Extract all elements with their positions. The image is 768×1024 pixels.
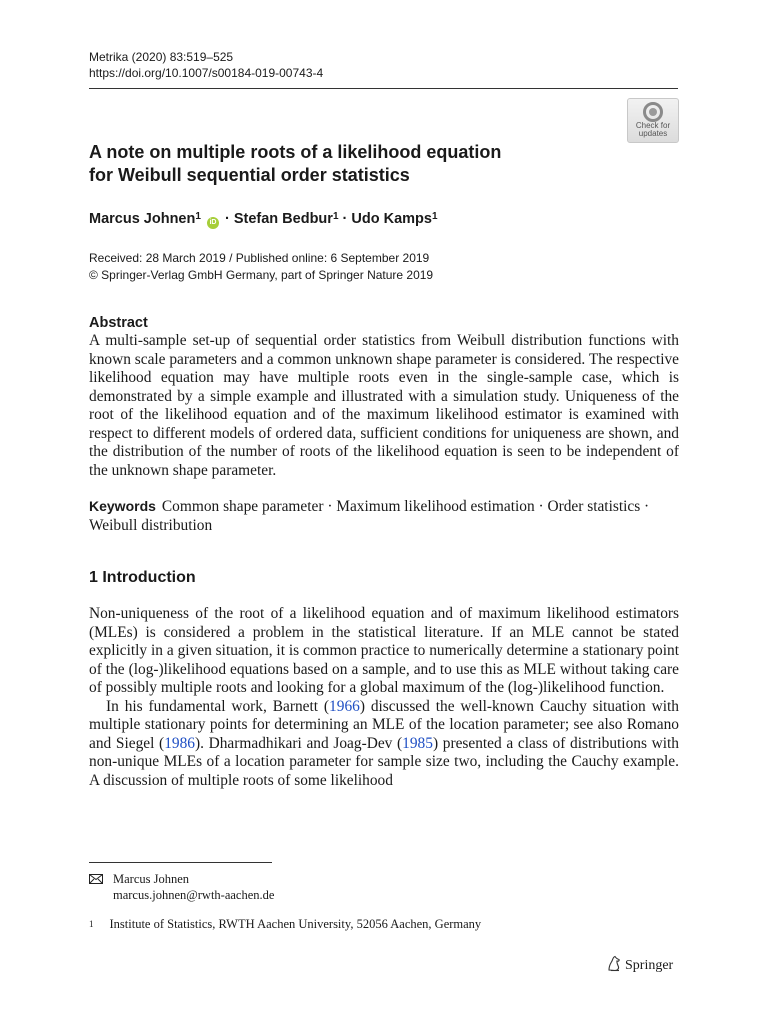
footnote-divider — [89, 862, 272, 863]
title-line-2: for Weibull sequential order statistics — [89, 165, 410, 185]
orcid-icon[interactable]: iD — [207, 217, 219, 229]
check-updates-line2: updates — [638, 129, 668, 138]
copyright-notice: © Springer-Verlag GmbH Germany, part of Springer Nature 2019 — [89, 268, 434, 282]
abstract-heading: Abstract — [89, 315, 148, 331]
author-separator: · — [220, 211, 234, 227]
section-heading-introduction: 1 Introduction — [89, 569, 196, 586]
publisher-name: Springer — [625, 958, 674, 973]
citation-link[interactable]: 1986 — [164, 734, 195, 752]
author-name: Udo Kamps — [351, 211, 432, 227]
intro-paragraph-1: Non-uniqueness of the root of a likelihood equation and of maximum likelihood estimators (MLEs) is considered a problem in the statistical literature. If an MLE cannot be stated explicitly in a given situation, it is common practice to numerically determine a stationary point of the (log-)likelihood equations based on a sample, and to use this as MLE without taking care of possibly multiple roots and looking for a global maximum of the (log-)likelihood function. — [89, 605, 679, 696]
affiliation-text: Institute of Statistics, RWTH Aachen University, 52056 Aachen, Germany — [109, 917, 482, 931]
publication-dates — [89, 250, 433, 284]
check-updates-icon — [643, 102, 663, 122]
publisher-logo — [606, 955, 673, 975]
contact-name: Marcus Johnen — [113, 872, 190, 886]
paragraph-text: ) discussed the well-known Cauchy situation with multiple stationary points for determining an MLE of the location parameter; see also Romano and Siegel ( — [89, 697, 679, 752]
springer-horse-icon — [606, 955, 622, 972]
contact-email[interactable]: marcus.johnen@rwth-aachen.de — [113, 888, 275, 902]
paragraph-text: ). Dharmadhikari and Joag-Dev ( — [194, 734, 403, 752]
author-list — [89, 209, 438, 229]
author-affiliation-marker: 1 — [332, 211, 339, 222]
keywords-label: Keywords — [89, 498, 156, 514]
received-published-dates: Received: 28 March 2019 / Published online: 6 September 2019 — [89, 251, 430, 265]
keywords-text: Common shape parameter · Maximum likelihood estimation · Order statistics · Weibull distribution — [89, 498, 650, 534]
author-name: Marcus Johnen — [89, 211, 196, 227]
envelope-icon — [89, 874, 103, 884]
header-divider — [89, 88, 678, 89]
affiliation-number: 1 — [89, 919, 94, 929]
journal-header — [89, 49, 323, 81]
paragraph-text: ) presented a class of distributions with non-unique MLEs of a location parameter for sample size two, including the Cauchy example. A discussion of multiple roots of some likelihood — [89, 734, 680, 789]
doi-link[interactable]: https://doi.org/10.1007/s00184-019-00743-4 — [89, 66, 324, 80]
journal-citation: Metrika (2020) 83:519–525 — [89, 50, 234, 64]
intro-paragraph-2 — [89, 698, 679, 791]
introduction-body — [89, 605, 679, 790]
abstract-text: A multi-sample set-up of sequential order statistics from Weibull distribution functions with known scale parameters and a common unknown shape parameter is considered. The respective likelihood equation may have multiple roots even in the single-sample case, which is demonstrated by a simple example and illustrated with a simulation study. Uniqueness of the root of the likelihood equation and of the maximum likelihood estimator is examined with respect to different models of ordered data, sufficient conditions for uniqueness are shown, and the distribution of the number of roots of the likelihood equation is seen to be independent of the unknown shape parameter. — [89, 332, 679, 479]
author-name: Stefan Bedbur — [233, 211, 333, 227]
paper-title — [89, 141, 609, 187]
paragraph-text: In his fundamental work, Barnett ( — [106, 697, 330, 715]
citation-link[interactable]: 1985 — [402, 734, 433, 752]
author-affiliation-marker: 1 — [431, 211, 438, 222]
title-line-1: A note on multiple roots of a likelihood equation — [89, 142, 502, 162]
author-separator: · — [338, 211, 352, 227]
check-updates-line1: Check for — [635, 121, 671, 130]
affiliation-footnote — [89, 916, 481, 932]
citation-link[interactable]: 1966 — [329, 697, 360, 715]
author-affiliation-marker: 1 — [195, 211, 201, 222]
keywords-block — [89, 497, 679, 535]
check-for-updates-badge[interactable] — [627, 98, 679, 143]
corresponding-author-footnote — [89, 871, 274, 903]
